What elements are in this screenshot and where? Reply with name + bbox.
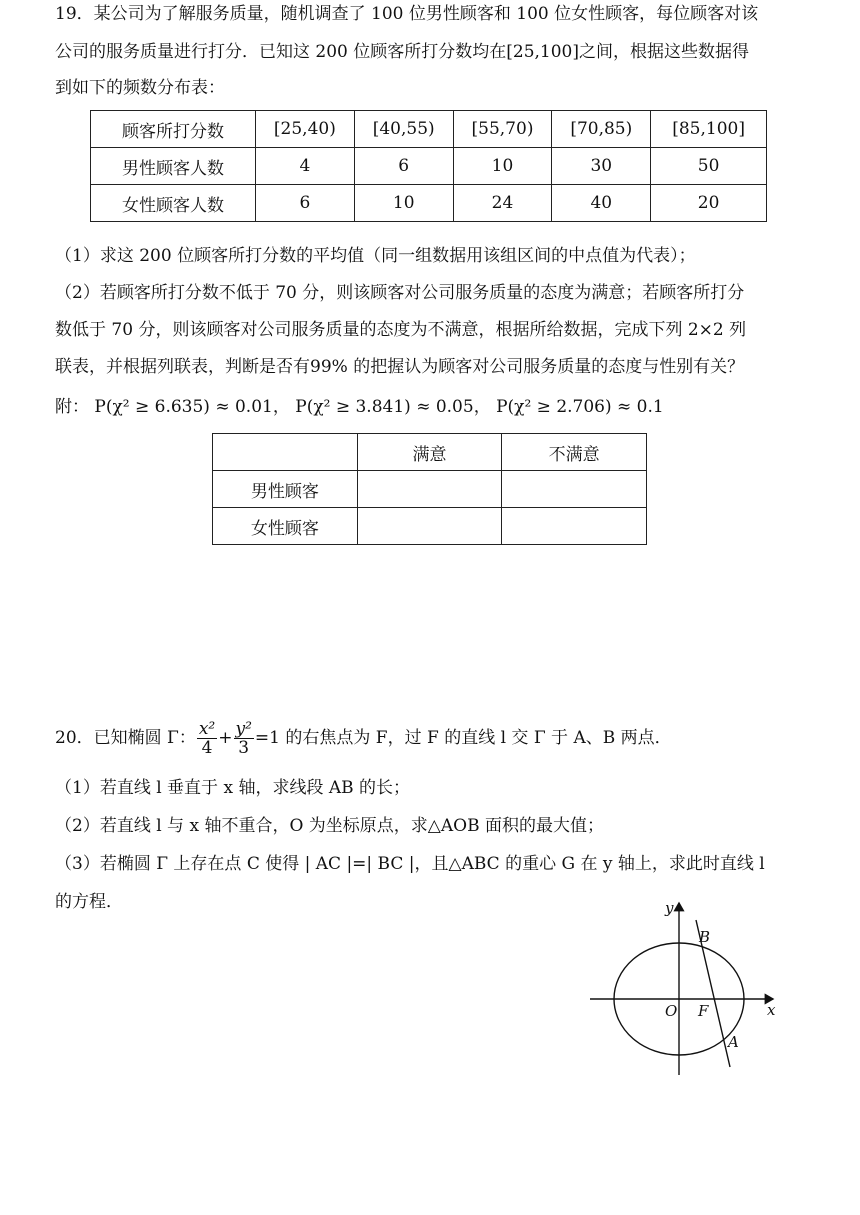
table-cell bbox=[502, 508, 647, 545]
table-cell: 30 bbox=[552, 148, 651, 185]
plus-sign: + bbox=[218, 728, 233, 748]
table-cell: [25,40) bbox=[256, 111, 355, 148]
table-cell: 不满意 bbox=[502, 434, 647, 471]
q19-part2-line-2: 数低于 70 分，则该顾客对公司服务质量的态度为不满意，根据所给数据，完成下列 2×2 列 bbox=[55, 320, 747, 340]
table-cell: 20 bbox=[651, 185, 767, 222]
q19-line-3: 到如下的频数分布表： bbox=[55, 78, 225, 98]
table-cell: [40,55) bbox=[354, 111, 453, 148]
q20-part3-cont: 的方程． bbox=[55, 892, 123, 912]
frequency-table bbox=[90, 110, 767, 222]
table-cell: 24 bbox=[453, 185, 552, 222]
table-cell: 10 bbox=[354, 185, 453, 222]
q19-line-2: 公司的服务质量进行打分．已知这 200 位顾客所打分数均在[25,100]之间，根据这些数据得 bbox=[55, 42, 750, 62]
q20-stem-prefix: 20．已知椭圆 Γ： bbox=[55, 728, 196, 748]
table-cell: 男性顾客 bbox=[213, 471, 358, 508]
table-cell: 顾客所打分数 bbox=[91, 111, 256, 148]
focus-label: F bbox=[698, 1002, 709, 1020]
point-b-label: B bbox=[699, 928, 711, 946]
table-row bbox=[91, 111, 767, 148]
table-cell: 6 bbox=[354, 148, 453, 185]
table-row bbox=[213, 434, 647, 471]
table-row bbox=[91, 148, 767, 185]
table-cell: 男性顾客人数 bbox=[91, 148, 256, 185]
q19-part2-line-3: 联表，并根据列联表，判断是否有99% 的把握认为顾客对公司服务质量的态度与性别有关？ bbox=[55, 357, 745, 377]
ellipse-frac-y bbox=[234, 720, 254, 757]
frac-numerator: y² bbox=[235, 719, 252, 739]
table-cell: 50 bbox=[651, 148, 767, 185]
ellipse-frac-x bbox=[197, 720, 217, 757]
origin-label: O bbox=[665, 1002, 678, 1020]
table-cell: 女性顾客 bbox=[213, 508, 358, 545]
table-cell: 4 bbox=[256, 148, 355, 185]
ellipse-figure bbox=[585, 895, 785, 1080]
table-cell bbox=[213, 434, 358, 471]
table-row bbox=[213, 471, 647, 508]
table-cell: 满意 bbox=[357, 434, 502, 471]
table-cell: [70,85) bbox=[552, 111, 651, 148]
q19-part2-line-1: （2）若顾客所打分数不低于 70 分，则该顾客对公司服务质量的态度为满意；若顾客所打分 bbox=[55, 283, 745, 303]
q20-stem-suffix: =1 的右焦点为 F，过 F 的直线 l 交 Γ 于 A、B 两点． bbox=[254, 728, 672, 748]
q19-part1: （1）求这 200 位顾客所打分数的平均值（同一组数据用该组区间的中点值为代表）； bbox=[55, 246, 696, 266]
y-axis-label: y bbox=[665, 899, 674, 917]
frac-numerator: x² bbox=[198, 719, 216, 739]
table-cell: [85,100] bbox=[651, 111, 767, 148]
frac-denominator: 4 bbox=[201, 738, 213, 758]
table-row bbox=[91, 185, 767, 222]
q19-line-1: 19．某公司为了解服务质量，随机调查了 100 位男性顾客和 100 位女性顾客，每位顾客对该 bbox=[55, 4, 759, 24]
table-cell: 10 bbox=[453, 148, 552, 185]
table-cell bbox=[502, 471, 647, 508]
contingency-table bbox=[212, 433, 647, 545]
point-a-label: A bbox=[728, 1033, 739, 1051]
table-cell: 女性顾客人数 bbox=[91, 185, 256, 222]
q20-part1: （1）若直线 l 垂直于 x 轴，求线段 AB 的长； bbox=[55, 778, 411, 798]
table-cell: [55,70) bbox=[453, 111, 552, 148]
q20-stem bbox=[55, 718, 672, 758]
table-cell: 6 bbox=[256, 185, 355, 222]
table-cell bbox=[357, 471, 502, 508]
q19-appendix: 附： P(χ² ≥ 6.635) ≈ 0.01， P(χ² ≥ 3.841) ≈ 0.05， P(χ² ≥ 2.706) ≈ 0.1 bbox=[55, 397, 664, 417]
q20-part3: （3）若椭圆 Γ 上存在点 C 使得 | AC |=| BC |，且△ABC 的重心 G 在 y 轴上，求此时直线 l bbox=[55, 854, 765, 874]
table-cell bbox=[357, 508, 502, 545]
table-cell: 40 bbox=[552, 185, 651, 222]
table-row bbox=[213, 508, 647, 545]
frac-denominator: 3 bbox=[238, 738, 250, 758]
x-axis-label: x bbox=[767, 1001, 776, 1019]
q20-part2: （2）若直线 l 与 x 轴不重合，O 为坐标原点，求△AOB 面积的最大值； bbox=[55, 816, 604, 836]
